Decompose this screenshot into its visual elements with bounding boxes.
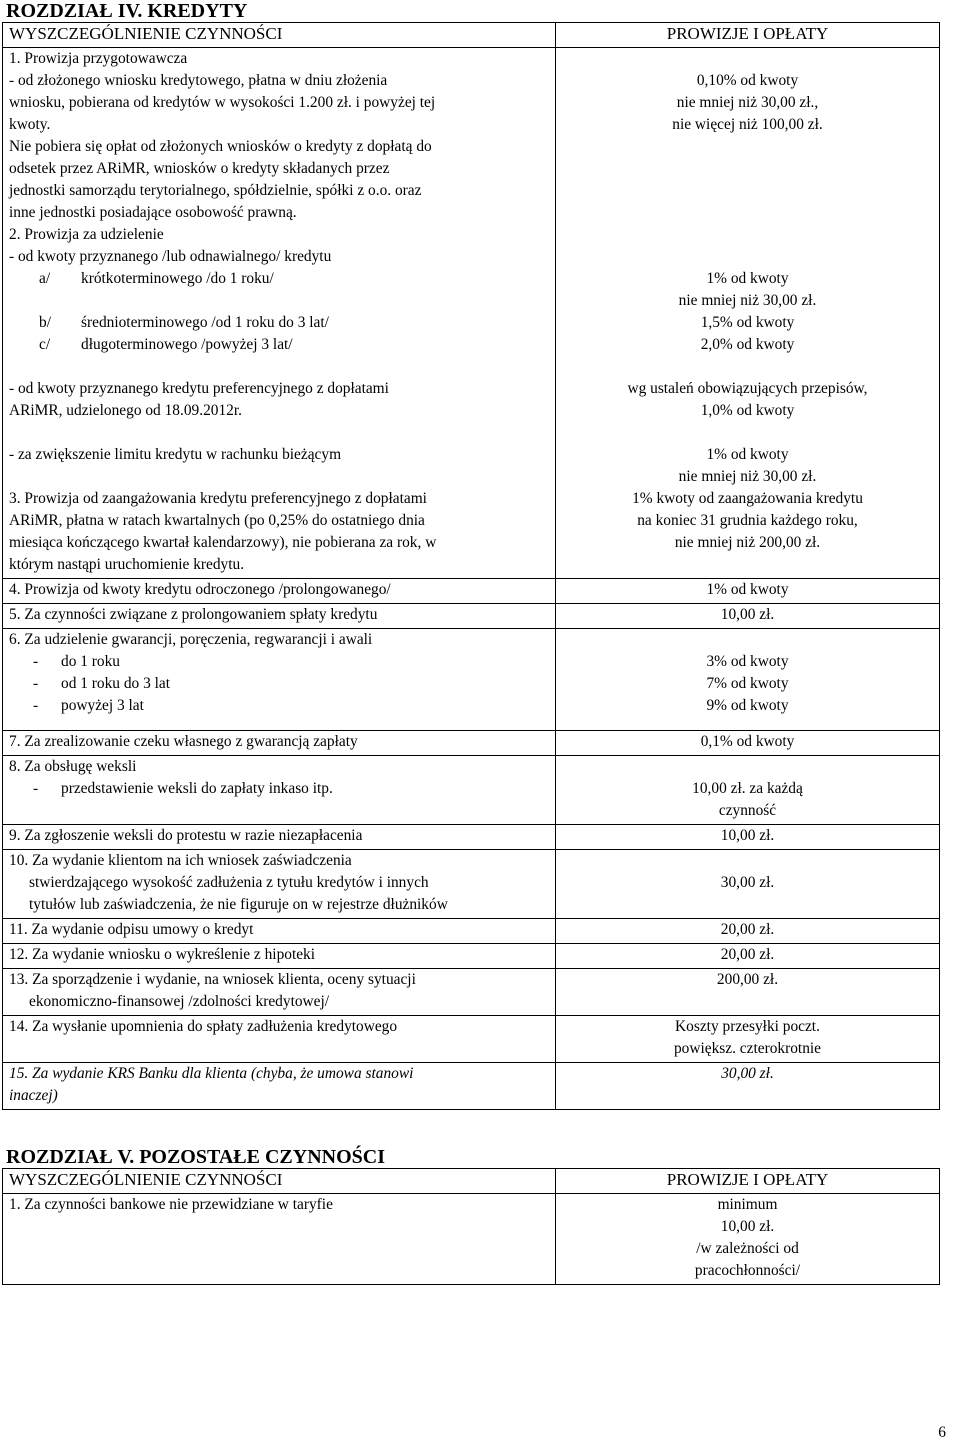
fee-value: 1% od kwoty [706, 446, 789, 463]
fee-value: czynność [718, 802, 777, 819]
fee-value: powiększ. czterokrotnie [673, 1040, 821, 1057]
table-row [3, 756, 940, 825]
fee-value: 1% od kwoty [706, 270, 789, 287]
fee-value: 3% od kwoty [706, 653, 789, 670]
item-label: a/ [39, 270, 51, 287]
table-row [3, 604, 940, 629]
row-9-description: 9. Za zgłoszenie weksli do protestu w razie niezapłacenia [3, 825, 556, 850]
fee-value: 1,0% od kwoty [700, 402, 795, 419]
item-text: długoterminowego /powyżej 3 lat/ [81, 336, 293, 353]
row-4-fee: 1% od kwoty [556, 579, 940, 604]
table-row [3, 944, 940, 969]
column-header-activity: WYSZCZEGÓLNIENIE CZYNNOŚCI [3, 1169, 556, 1194]
table-row [3, 850, 940, 919]
text-line: ekonomiczno-finansowej /zdolności kredytowej/ [29, 993, 330, 1010]
text-line: jednostki samorządu terytorialnego, spółdzielnie, spółki z o.o. oraz [9, 182, 422, 199]
text-line: 13. Za sporządzenie i wydanie, na wniosek klienta, oceny sytuacji [9, 971, 416, 988]
text-line: 10. Za wydanie klientom na ich wniosek zaświadczenia [9, 852, 352, 869]
text-line: miesiąca kończącego kwartał kalendarzowy), nie pobierana za rok, w [9, 534, 437, 551]
fee-value: Koszty przesyłki poczt. [675, 1018, 820, 1035]
row-11-description: 11. Za wydanie odpisu umowy o kredyt [3, 919, 556, 944]
text-line: kwoty. [9, 116, 51, 133]
table-row [3, 969, 940, 1016]
list-dash: - [33, 780, 39, 797]
text-line: - od kwoty przyznanego /lub odnawialnego/ kredytu [9, 248, 332, 265]
fee-value: 9% od kwoty [706, 697, 789, 714]
fee-value: nie mniej niż 30,00 zł. [678, 468, 817, 485]
list-item [9, 695, 549, 717]
item-text: krótkoterminowego /do 1 roku/ [81, 270, 274, 287]
item-text: do 1 roku [61, 653, 120, 670]
fee-value: 2,0% od kwoty [700, 336, 795, 353]
column-header-activity: WYSZCZEGÓLNIENIE CZYNNOŚCI [3, 23, 556, 48]
fee-value: 7% od kwoty [706, 675, 789, 692]
table-row [3, 1016, 940, 1063]
text-line: tytułów lub zaświadczenia, że nie figuruje on w rejestrze dłużników [29, 896, 448, 913]
text-line: którym nastąpi uruchomienie kredytu. [9, 556, 245, 573]
table-row [3, 731, 940, 756]
item-label: b/ [39, 314, 51, 331]
table-row [3, 919, 940, 944]
text-line: - od kwoty przyznanego kredytu preferencyjnego z dopłatami [9, 380, 389, 397]
chapter-4-title: ROZDZIAŁ IV. KREDYTY [6, 0, 248, 22]
item-text: średnioterminowego /od 1 roku do 3 lat/ [81, 314, 329, 331]
item-text: od 1 roku do 3 lat [61, 675, 171, 692]
fee-value: minimum [717, 1196, 778, 1213]
row-10-description [3, 850, 556, 919]
row-12-fee: 20,00 zł. [556, 944, 940, 969]
chapter-4-table [2, 22, 940, 1110]
list-dash: - [33, 653, 39, 670]
text-line: 8. Za obsługę weksli [9, 758, 137, 775]
fee-value: pracochłonności/ [694, 1262, 801, 1279]
list-dash: - [33, 675, 39, 692]
item-text: przedstawienie weksli do zapłaty inkaso itp. [61, 780, 333, 797]
row-6-fees [556, 629, 940, 731]
row-13-fee: 200,00 zł. [556, 969, 940, 1016]
row-4-description: 4. Prowizja od kwoty kredytu odroczonego /prolongowanego/ [3, 579, 556, 604]
list-item [9, 312, 549, 334]
column-header-fees: PROWIZJE I OPŁATY [556, 1169, 940, 1194]
row-14-description: 14. Za wysłanie upomnienia do spłaty zadłużenia kredytowego [3, 1016, 556, 1063]
text-line: 15. Za wydanie KRS Banku dla klienta (chyba, że umowa stanowi [9, 1065, 414, 1082]
row-15-fee: 30,00 zł. [556, 1063, 940, 1110]
text-line: 6. Za udzielenie gwarancji, poręczenia, regwarancji i awali [9, 631, 373, 648]
fee-value: 10,00 zł. [720, 1218, 775, 1235]
fee-value: /w zależności od [696, 1240, 799, 1257]
list-dash: - [33, 697, 39, 714]
fee-value: nie mniej niż 30,00 zł. [678, 292, 817, 309]
text-line: inaczej) [9, 1087, 58, 1104]
table-row [3, 48, 940, 579]
table-row [3, 1063, 940, 1110]
fee-value: 0,10% od kwoty [696, 72, 799, 89]
row-5-description: 5. Za czynności związane z prolongowaniem spłaty kredytu [3, 604, 556, 629]
chapter-5-title: ROZDZIAŁ V. POZOSTAŁE CZYNNOŚCI [6, 1146, 385, 1168]
fee-value: 1,5% od kwoty [700, 314, 795, 331]
text-line: wniosku, pobierana od kredytów w wysokości 1.200 zł. i powyżej tej [9, 94, 436, 111]
row-1-description: 1. Za czynności bankowe nie przewidziane w taryfie [3, 1194, 556, 1285]
row-8-description [3, 756, 556, 825]
table-row [3, 1194, 940, 1285]
row-9-fee: 10,00 zł. [556, 825, 940, 850]
list-item [9, 268, 549, 290]
row-7-description: 7. Za zrealizowanie czeku własnego z gwarancją zapłaty [3, 731, 556, 756]
text-line: ARiMR, płatna w ratach kwartalnych (po 0,25% do ostatniego dnia [9, 512, 425, 529]
row-1-fees [556, 1194, 940, 1285]
text-line: - od złożonego wniosku kredytowego, płatna w dniu złożenia [9, 72, 388, 89]
table-header-row [3, 23, 940, 48]
table-row [3, 579, 940, 604]
row-14-fees [556, 1016, 940, 1063]
fee-value: nie mniej niż 200,00 zł. [674, 534, 821, 551]
column-header-fees: PROWIZJE I OPŁATY [556, 23, 940, 48]
fee-value: 10,00 zł. za każdą [692, 780, 803, 797]
row-11-fee: 20,00 zł. [556, 919, 940, 944]
row-13-description [3, 969, 556, 1016]
text-line: Nie pobiera się opłat od złożonych wniosków o kredyty z dopłatą do [9, 138, 432, 155]
item-text: powyżej 3 lat [61, 697, 144, 714]
chapter-5-table [2, 1168, 940, 1285]
page-number: 6 [938, 1424, 946, 1441]
text-line: odsetek przez ARiMR, wniosków o kredyty składanych przez [9, 160, 390, 177]
list-item [9, 673, 549, 695]
text-line: 3. Prowizja od zaangażowania kredytu preferencyjnego z dopłatami [9, 490, 427, 507]
row-12-description: 12. Za wydanie wniosku o wykreślenie z hipoteki [3, 944, 556, 969]
list-item [9, 334, 549, 356]
table-row [3, 629, 940, 731]
text-line: - za zwiększenie limitu kredytu w rachunku bieżącym [9, 446, 342, 463]
row-10-fee: 30,00 zł. [556, 850, 940, 919]
text-line: inne jednostki posiadające osobowość prawną. [9, 204, 297, 221]
list-item [9, 651, 549, 673]
row-7-fee: 0,1% od kwoty [556, 731, 940, 756]
text-line: stwierdzającego wysokość zadłużenia z tytułu kredytów i innych [29, 874, 429, 891]
fee-value: 1% kwoty od zaangażowania kredytu [632, 490, 863, 507]
row-8-fees [556, 756, 940, 825]
row-15-description [3, 1063, 556, 1110]
fee-value: wg ustaleń obowiązujących przepisów, [627, 380, 868, 397]
table-row [3, 825, 940, 850]
text-line: 1. Prowizja przygotowawcza [9, 50, 188, 67]
row-1-3-description [3, 48, 556, 579]
fee-value: na koniec 31 grudnia każdego roku, [637, 512, 858, 529]
text-line: ARiMR, udzielonego od 18.09.2012r. [9, 402, 242, 419]
text-line: 2. Prowizja za udzielenie [9, 226, 164, 243]
row-1-3-fees [556, 48, 940, 579]
table-header-row [3, 1169, 940, 1194]
row-5-fee: 10,00 zł. [556, 604, 940, 629]
fee-value: nie mniej niż 30,00 zł., [676, 94, 819, 111]
list-item [9, 778, 549, 800]
fee-value: nie więcej niż 100,00 zł. [672, 116, 823, 133]
item-label: c/ [39, 336, 51, 353]
row-6-description [3, 629, 556, 731]
